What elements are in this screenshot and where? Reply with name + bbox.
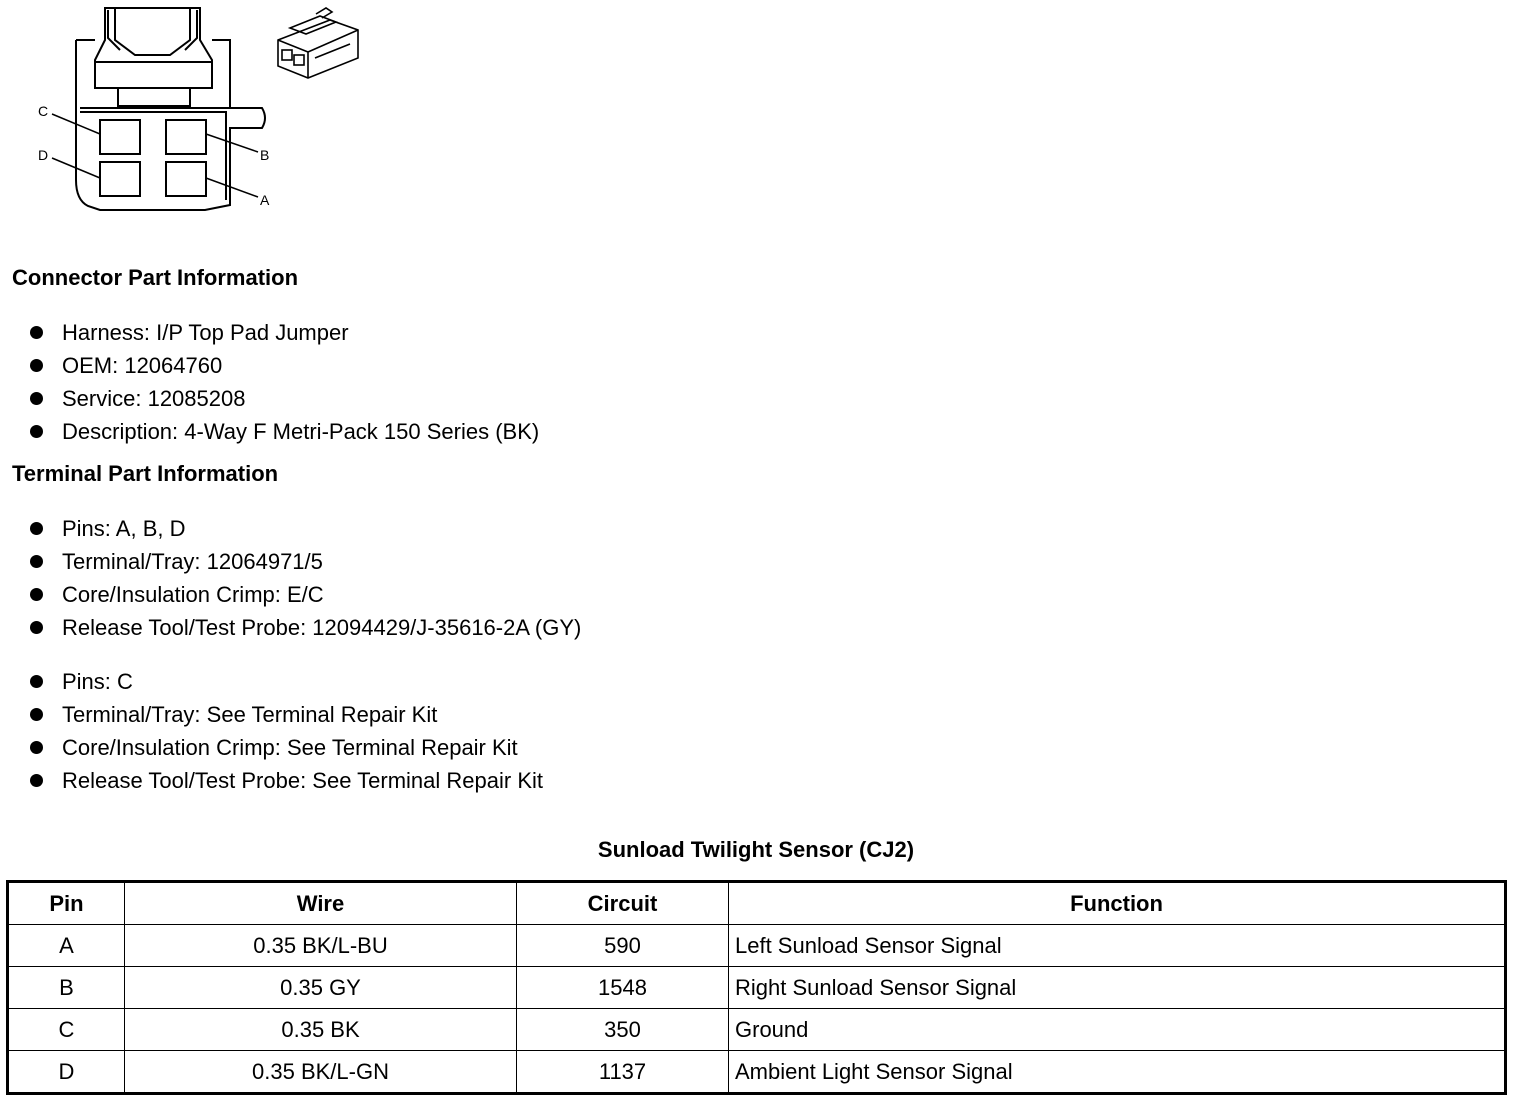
pin-label-a: A bbox=[260, 192, 270, 208]
list-item: Release Tool/Test Probe: See Terminal Repair Kit bbox=[0, 764, 543, 797]
cell-function: Left Sunload Sensor Signal bbox=[729, 925, 1506, 967]
list-item: Description: 4-Way F Metri-Pack 150 Series (BK) bbox=[0, 415, 539, 448]
table-row bbox=[8, 967, 1506, 1009]
cell-function: Right Sunload Sensor Signal bbox=[729, 967, 1506, 1009]
terminal-part-list-1 bbox=[0, 512, 581, 644]
bullet-icon bbox=[30, 359, 43, 372]
cell-wire: 0.35 GY bbox=[125, 967, 517, 1009]
cell-pin: A bbox=[8, 925, 125, 967]
bullet-icon bbox=[30, 326, 43, 339]
column-header-function: Function bbox=[729, 882, 1506, 925]
cell-function: Ground bbox=[729, 1009, 1506, 1051]
cell-circuit: 1548 bbox=[517, 967, 729, 1009]
cell-function: Ambient Light Sensor Signal bbox=[729, 1051, 1506, 1094]
bullet-icon bbox=[30, 555, 43, 568]
connector-diagram bbox=[0, 0, 380, 225]
list-item: Harness: I/P Top Pad Jumper bbox=[0, 316, 539, 349]
list-item: OEM: 12064760 bbox=[0, 349, 539, 382]
list-item: Core/Insulation Crimp: E/C bbox=[0, 578, 581, 611]
bullet-icon bbox=[30, 708, 43, 721]
connector-part-heading: Connector Part Information bbox=[12, 265, 299, 290]
bullet-icon bbox=[30, 392, 43, 405]
list-item: Pins: A, B, D bbox=[0, 512, 581, 545]
table-row bbox=[8, 925, 1506, 967]
cell-circuit: 590 bbox=[517, 925, 729, 967]
column-header-pin: Pin bbox=[8, 882, 125, 925]
table-row bbox=[8, 1051, 1506, 1094]
list-item: Service: 12085208 bbox=[0, 382, 539, 415]
connector-part-list bbox=[0, 316, 539, 448]
terminal-part-list-2 bbox=[0, 665, 543, 797]
list-item: Release Tool/Test Probe: 12094429/J-35616-2A (GY) bbox=[0, 611, 581, 644]
cell-wire: 0.35 BK bbox=[125, 1009, 517, 1051]
list-item: Terminal/Tray: 12064971/5 bbox=[0, 545, 581, 578]
bullet-icon bbox=[30, 621, 43, 634]
table-header-row bbox=[8, 882, 1506, 925]
list-item: Pins: C bbox=[0, 665, 543, 698]
pin-label-d: D bbox=[38, 147, 49, 163]
bullet-icon bbox=[30, 522, 43, 535]
table-row bbox=[8, 1009, 1506, 1051]
terminal-part-heading: Terminal Part Information bbox=[12, 461, 279, 486]
cell-circuit: 1137 bbox=[517, 1051, 729, 1094]
bullet-icon bbox=[30, 588, 43, 601]
cell-circuit: 350 bbox=[517, 1009, 729, 1051]
bullet-icon bbox=[30, 425, 43, 438]
list-item: Core/Insulation Crimp: See Terminal Repair Kit bbox=[0, 731, 543, 764]
column-header-circuit: Circuit bbox=[517, 882, 729, 925]
bullet-icon bbox=[30, 675, 43, 688]
cell-wire: 0.35 BK/L-GN bbox=[125, 1051, 517, 1094]
pin-table bbox=[6, 880, 1507, 1095]
cell-pin: B bbox=[8, 967, 125, 1009]
cell-pin: D bbox=[8, 1051, 125, 1094]
table-title: Sunload Twilight Sensor (CJ2) bbox=[597, 837, 915, 862]
list-item: Terminal/Tray: See Terminal Repair Kit bbox=[0, 698, 543, 731]
cell-wire: 0.35 BK/L-BU bbox=[125, 925, 517, 967]
column-header-wire: Wire bbox=[125, 882, 517, 925]
bullet-icon bbox=[30, 774, 43, 787]
bullet-icon bbox=[30, 741, 43, 754]
pin-label-c: C bbox=[38, 103, 49, 119]
cell-pin: C bbox=[8, 1009, 125, 1051]
pin-label-b: B bbox=[260, 147, 270, 163]
